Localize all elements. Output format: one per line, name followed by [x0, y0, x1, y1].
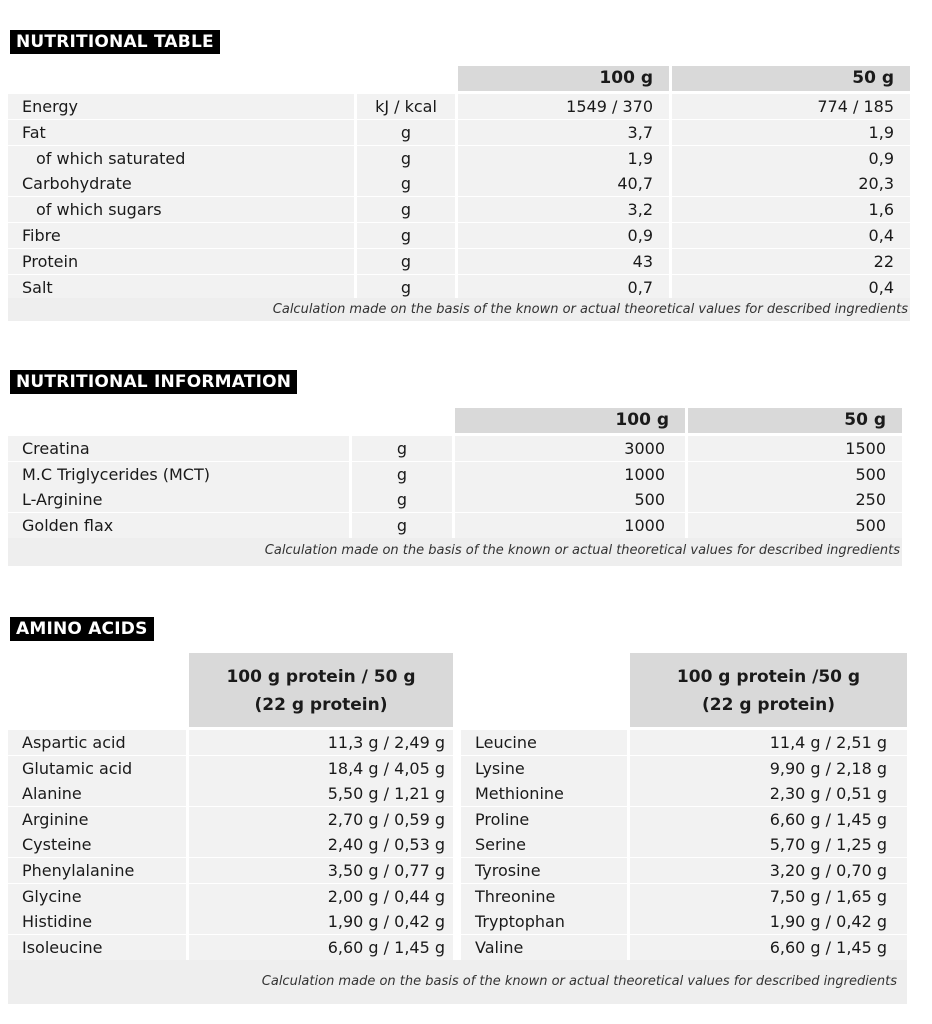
value-50g: 250 — [688, 487, 902, 512]
amino-acid-name: Leucine — [461, 730, 627, 755]
table-row — [8, 513, 902, 538]
table-header-row — [8, 66, 910, 91]
column-header-100g: 100 g — [458, 66, 669, 91]
value-50g: 500 — [688, 513, 902, 538]
value-100g: 3000 — [455, 436, 685, 461]
nutrient-label: of which sugars — [8, 197, 354, 222]
nutritional-table-title: NUTRITIONAL TABLE — [10, 30, 220, 54]
table-row — [8, 884, 907, 909]
amino-acid-value: 6,60 g / 1,45 g — [630, 935, 907, 960]
calculation-note: Calculation made on the basis of the known or actual theoretical values for described ingredients — [8, 960, 907, 1004]
value-100g: 40,7 — [458, 171, 669, 196]
unit-cell: g — [357, 146, 455, 171]
table-row — [8, 730, 907, 755]
unit-cell: g — [352, 462, 452, 487]
unit-cell: g — [357, 120, 455, 145]
calculation-note: Calculation made on the basis of the known or actual theoretical values for described ingredients — [8, 538, 902, 566]
table-row — [8, 935, 907, 960]
header-right-line1: 100 g protein /50 g — [676, 667, 861, 687]
amino-acid-name: Valine — [461, 935, 627, 960]
table-row — [8, 146, 910, 171]
amino-acid-value: 18,4 g / 4,05 g — [189, 756, 453, 781]
value-100g: 1000 — [455, 462, 685, 487]
amino-acid-name: Alanine — [8, 781, 186, 806]
amino-acid-value: 2,70 g / 0,59 g — [189, 807, 453, 832]
nutrient-label: Carbohydrate — [8, 171, 354, 196]
value-100g: 1000 — [455, 513, 685, 538]
value-100g: 500 — [455, 487, 685, 512]
table-row — [8, 807, 907, 832]
ingredient-label: Creatina — [8, 436, 349, 461]
table-row — [8, 197, 910, 222]
value-100g: 0,9 — [458, 223, 669, 248]
value-100g: 3,2 — [458, 197, 669, 222]
value-50g: 22 — [672, 249, 910, 274]
unit-cell: g — [352, 487, 452, 512]
amino-acid-value: 1,90 g / 0,42 g — [630, 909, 907, 934]
amino-acid-name: Glycine — [8, 884, 186, 909]
amino-acid-name: Threonine — [461, 884, 627, 909]
value-50g: 0,9 — [672, 146, 910, 171]
amino-acid-value: 7,50 g / 1,65 g — [630, 884, 907, 909]
nutrient-label: Fat — [8, 120, 354, 145]
value-50g: 20,3 — [672, 171, 910, 196]
unit-cell: g — [352, 513, 452, 538]
table-row — [8, 462, 902, 487]
column-header-100g: 100 g — [455, 408, 685, 433]
amino-acid-value: 3,50 g / 0,77 g — [189, 858, 453, 883]
table-row — [8, 223, 910, 248]
table-row — [8, 832, 907, 857]
value-100g: 1549 / 370 — [458, 94, 669, 119]
amino-acid-value: 2,00 g / 0,44 g — [189, 884, 453, 909]
calculation-note: Calculation made on the basis of the known or actual theoretical values for described ingredients — [8, 298, 910, 321]
table-row — [8, 436, 902, 461]
table-header-row — [8, 408, 902, 433]
amino-acids-title: AMINO ACIDS — [10, 617, 154, 641]
column-header-50g: 50 g — [672, 66, 910, 91]
nutritional-information-table — [8, 408, 902, 566]
nutrient-label: of which saturated — [8, 146, 354, 171]
table-row — [8, 858, 907, 883]
table-row — [8, 249, 910, 274]
value-100g: 0,7 — [458, 275, 669, 300]
header-left-line2: (22 g protein) — [254, 695, 388, 715]
amino-acid-value: 6,60 g / 1,45 g — [189, 935, 453, 960]
value-50g: 774 / 185 — [672, 94, 910, 119]
amino-acid-name: Proline — [461, 807, 627, 832]
value-100g: 3,7 — [458, 120, 669, 145]
ingredient-label: M.C Triglycerides (MCT) — [8, 462, 349, 487]
nutrient-label: Fibre — [8, 223, 354, 248]
amino-acid-value: 6,60 g / 1,45 g — [630, 807, 907, 832]
amino-acid-name: Serine — [461, 832, 627, 857]
table-row — [8, 94, 910, 119]
unit-cell: g — [357, 197, 455, 222]
amino-acid-name: Isoleucine — [8, 935, 186, 960]
unit-cell: kJ / kcal — [357, 94, 455, 119]
value-50g: 0,4 — [672, 223, 910, 248]
unit-cell: g — [357, 171, 455, 196]
value-100g: 43 — [458, 249, 669, 274]
nutrient-label: Protein — [8, 249, 354, 274]
column-header-50g: 50 g — [688, 408, 902, 433]
amino-header-right — [630, 653, 907, 727]
amino-acid-name: Histidine — [8, 909, 186, 934]
unit-cell: g — [357, 249, 455, 274]
amino-acid-value: 1,90 g / 0,42 g — [189, 909, 453, 934]
value-50g: 1500 — [688, 436, 902, 461]
amino-header-left — [189, 653, 453, 727]
amino-acid-name: Aspartic acid — [8, 730, 186, 755]
table-row — [8, 120, 910, 145]
amino-acid-value: 5,50 g / 1,21 g — [189, 781, 453, 806]
table-row — [8, 275, 910, 300]
amino-acid-value: 5,70 g / 1,25 g — [630, 832, 907, 857]
value-50g: 1,6 — [672, 197, 910, 222]
nutritional-information-title: NUTRITIONAL INFORMATION — [10, 370, 297, 394]
amino-acid-name: Cysteine — [8, 832, 186, 857]
table-row — [8, 781, 907, 806]
table-row — [8, 171, 910, 196]
amino-acid-value: 3,20 g / 0,70 g — [630, 858, 907, 883]
amino-acid-name: Lysine — [461, 756, 627, 781]
nutritional-table — [8, 66, 910, 321]
value-100g: 1,9 — [458, 146, 669, 171]
unit-cell: g — [352, 436, 452, 461]
amino-acid-name: Phenylalanine — [8, 858, 186, 883]
amino-acid-value: 11,4 g / 2,51 g — [630, 730, 907, 755]
ingredient-label: L-Arginine — [8, 487, 349, 512]
value-50g: 0,4 — [672, 275, 910, 300]
table-row — [8, 756, 907, 781]
amino-acid-value: 11,3 g / 2,49 g — [189, 730, 453, 755]
amino-acids-table — [8, 653, 907, 1004]
amino-acid-name: Tryptophan — [461, 909, 627, 934]
header-left-line1: 100 g protein / 50 g — [226, 667, 416, 687]
table-row — [8, 909, 907, 934]
amino-acid-value: 2,30 g / 0,51 g — [630, 781, 907, 806]
nutrient-label: Energy — [8, 94, 354, 119]
table-row — [8, 487, 902, 512]
amino-acid-name: Methionine — [461, 781, 627, 806]
value-50g: 500 — [688, 462, 902, 487]
value-50g: 1,9 — [672, 120, 910, 145]
ingredient-label: Golden flax — [8, 513, 349, 538]
amino-acid-value: 2,40 g / 0,53 g — [189, 832, 453, 857]
header-right-line2: (22 g protein) — [701, 695, 836, 715]
unit-cell: g — [357, 223, 455, 248]
amino-acid-name: Tyrosine — [461, 858, 627, 883]
amino-acid-value: 9,90 g / 2,18 g — [630, 756, 907, 781]
nutrient-label: Salt — [8, 275, 354, 300]
amino-acid-name: Glutamic acid — [8, 756, 186, 781]
unit-cell: g — [357, 275, 455, 300]
amino-acid-name: Arginine — [8, 807, 186, 832]
